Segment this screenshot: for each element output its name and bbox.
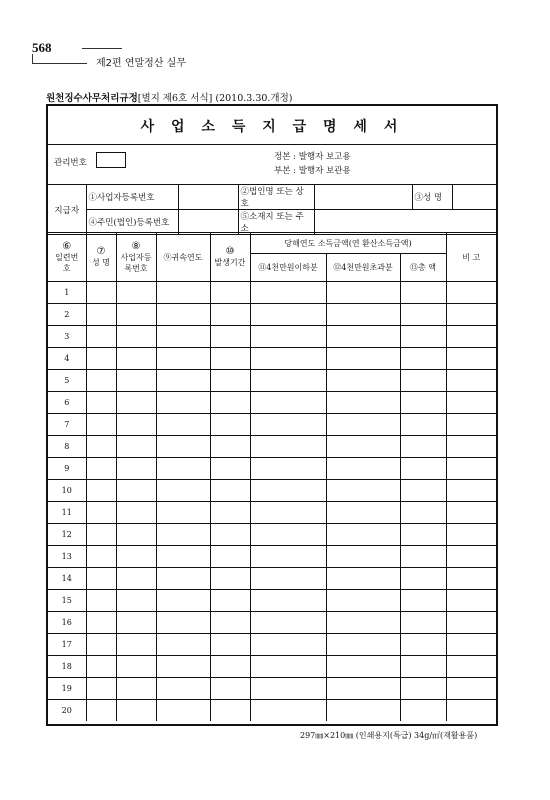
row-cell[interactable]: [326, 282, 400, 304]
row-cell[interactable]: [400, 634, 446, 656]
row-serial: 10: [48, 480, 86, 502]
row-serial: 11: [48, 502, 86, 524]
row-cell[interactable]: [326, 480, 400, 502]
table-row: [48, 524, 496, 546]
table-row: [48, 590, 496, 612]
row-cell[interactable]: [326, 304, 400, 326]
row-cell[interactable]: [400, 656, 446, 678]
row-cell[interactable]: [156, 656, 210, 678]
row-cell[interactable]: [326, 370, 400, 392]
row-cell[interactable]: [210, 524, 250, 546]
row-serial: 5: [48, 370, 86, 392]
row-serial: 14: [48, 568, 86, 590]
title-divider: [48, 144, 496, 145]
row-serial: 19: [48, 678, 86, 700]
row-cell[interactable]: [400, 480, 446, 502]
row-cell[interactable]: [250, 370, 326, 392]
row-cell[interactable]: [210, 414, 250, 436]
row-cell[interactable]: [446, 392, 496, 414]
row-cell[interactable]: [326, 392, 400, 414]
row-cell[interactable]: [116, 458, 156, 480]
row-cell[interactable]: [446, 546, 496, 568]
row-cell[interactable]: [250, 700, 326, 722]
business-reg-label: ①사업자등록번호: [86, 185, 178, 210]
row-cell[interactable]: [156, 370, 210, 392]
row-cell[interactable]: [116, 348, 156, 370]
row-serial: 8: [48, 436, 86, 458]
page-number: 568: [32, 40, 52, 55]
table-row: [48, 414, 496, 436]
row-cell[interactable]: [400, 414, 446, 436]
regulation-detail: [별지 제6호 서식] (2010.3.30.개정): [137, 93, 293, 104]
row-cell[interactable]: [250, 304, 326, 326]
table-row: [48, 546, 496, 568]
row-cell[interactable]: [156, 634, 210, 656]
row-cell[interactable]: [250, 480, 326, 502]
col-under-40m: ⑪4천만원이하분: [250, 254, 326, 282]
row-cell[interactable]: [116, 414, 156, 436]
row-cell[interactable]: [116, 436, 156, 458]
row-cell[interactable]: [326, 590, 400, 612]
row-cell[interactable]: [446, 568, 496, 590]
row-cell[interactable]: [400, 304, 446, 326]
row-cell[interactable]: [86, 678, 116, 700]
row-serial: 18: [48, 656, 86, 678]
row-cell[interactable]: [156, 568, 210, 590]
corp-name-label: ②법인명 또는 상호: [238, 185, 314, 210]
row-cell[interactable]: [156, 612, 210, 634]
row-cell[interactable]: [210, 304, 250, 326]
row-cell[interactable]: [400, 282, 446, 304]
row-cell[interactable]: [210, 700, 250, 722]
row-cell[interactable]: [116, 612, 156, 634]
table-row: [48, 678, 496, 700]
row-cell[interactable]: [116, 304, 156, 326]
row-cell[interactable]: [250, 634, 326, 656]
row-cell[interactable]: [156, 392, 210, 414]
col-total: ⑬총 액: [400, 254, 446, 282]
row-cell[interactable]: [156, 458, 210, 480]
row-cell[interactable]: [446, 634, 496, 656]
row-cell[interactable]: [86, 348, 116, 370]
row-cell[interactable]: [400, 568, 446, 590]
row-cell[interactable]: [210, 480, 250, 502]
copy-original: 정본 : 발행자 보고용: [274, 152, 351, 162]
table-row: [48, 392, 496, 414]
copy-info: [274, 150, 351, 178]
row-cell[interactable]: [86, 700, 116, 722]
row-cell[interactable]: [116, 678, 156, 700]
row-cell[interactable]: [326, 414, 400, 436]
row-cell[interactable]: [446, 436, 496, 458]
payer-name-field[interactable]: [452, 185, 496, 210]
row-cell[interactable]: [250, 348, 326, 370]
row-cell[interactable]: [116, 480, 156, 502]
row-cell[interactable]: [446, 502, 496, 524]
row-cell[interactable]: [210, 502, 250, 524]
row-cell[interactable]: [326, 326, 400, 348]
paper-spec: 297㎜×210㎜ (인쇄용지(특급) 34g/㎡(재활용품): [300, 731, 478, 740]
row-cell[interactable]: [210, 568, 250, 590]
row-cell[interactable]: [446, 304, 496, 326]
row-cell[interactable]: [156, 700, 210, 722]
row-cell[interactable]: [250, 678, 326, 700]
copy-duplicate: 부본 : 발행자 보관용: [274, 166, 351, 176]
row-serial: 1: [48, 282, 86, 304]
row-cell[interactable]: [250, 568, 326, 590]
row-cell[interactable]: [446, 480, 496, 502]
row-cell[interactable]: [156, 348, 210, 370]
row-cell[interactable]: [326, 634, 400, 656]
row-cell[interactable]: [446, 656, 496, 678]
row-cell[interactable]: [400, 612, 446, 634]
row-cell[interactable]: [86, 480, 116, 502]
col-period: ⑩ 발생기간: [210, 233, 250, 282]
row-cell[interactable]: [86, 392, 116, 414]
col-remarks: 비 고: [446, 233, 496, 282]
row-serial: 12: [48, 524, 86, 546]
row-cell[interactable]: [210, 678, 250, 700]
row-cell[interactable]: [250, 656, 326, 678]
row-cell[interactable]: [116, 282, 156, 304]
row-cell[interactable]: [86, 546, 116, 568]
row-serial: 9: [48, 458, 86, 480]
row-cell[interactable]: [400, 546, 446, 568]
row-cell[interactable]: [446, 458, 496, 480]
row-cell[interactable]: [116, 502, 156, 524]
income-table: [48, 232, 496, 721]
row-cell[interactable]: [210, 612, 250, 634]
table-row: [48, 436, 496, 458]
row-serial: 17: [48, 634, 86, 656]
income-rows: [48, 282, 496, 722]
table-row: [48, 458, 496, 480]
row-cell[interactable]: [116, 370, 156, 392]
row-serial: 3: [48, 326, 86, 348]
row-cell[interactable]: [156, 436, 210, 458]
table-row: [48, 612, 496, 634]
row-cell[interactable]: [250, 414, 326, 436]
row-cell[interactable]: [250, 326, 326, 348]
row-cell[interactable]: [156, 480, 210, 502]
col-name: ⑦ 성 명: [86, 233, 116, 282]
row-serial: 4: [48, 348, 86, 370]
table-row: [48, 370, 496, 392]
row-cell[interactable]: [156, 282, 210, 304]
row-cell[interactable]: [400, 458, 446, 480]
address-field[interactable]: [314, 210, 496, 235]
address-label: ⑤소재지 또는 주소: [238, 210, 314, 235]
resident-reg-label: ④주민(법인)등록번호: [86, 210, 178, 235]
row-cell[interactable]: [326, 568, 400, 590]
form-title: 사 업 소 득 지 급 명 세 서: [140, 119, 404, 135]
row-cell[interactable]: [116, 392, 156, 414]
row-cell[interactable]: [250, 458, 326, 480]
row-cell[interactable]: [86, 370, 116, 392]
regulation-line: [46, 90, 293, 104]
row-cell[interactable]: [116, 568, 156, 590]
row-cell[interactable]: [156, 304, 210, 326]
col-attribution-year: ⑨귀속연도: [156, 233, 210, 282]
table-row: [48, 700, 496, 722]
row-cell[interactable]: [250, 502, 326, 524]
row-cell[interactable]: [210, 370, 250, 392]
row-cell[interactable]: [86, 612, 116, 634]
row-cell[interactable]: [156, 414, 210, 436]
row-cell[interactable]: [116, 546, 156, 568]
business-reg-field[interactable]: [178, 185, 238, 210]
row-cell[interactable]: [210, 656, 250, 678]
row-cell[interactable]: [446, 326, 496, 348]
table-row: [48, 568, 496, 590]
row-cell[interactable]: [250, 590, 326, 612]
row-cell[interactable]: [86, 304, 116, 326]
row-cell[interactable]: [86, 634, 116, 656]
row-cell[interactable]: [210, 392, 250, 414]
row-cell[interactable]: [116, 656, 156, 678]
row-cell[interactable]: [156, 502, 210, 524]
regulation-name: 원천징수사무처리규정: [46, 93, 138, 104]
row-cell[interactable]: [156, 546, 210, 568]
table-row: [48, 480, 496, 502]
row-serial: 15: [48, 590, 86, 612]
row-cell[interactable]: [250, 392, 326, 414]
row-cell[interactable]: [446, 700, 496, 722]
row-serial: 7: [48, 414, 86, 436]
row-cell[interactable]: [326, 458, 400, 480]
corp-name-field[interactable]: [314, 185, 412, 210]
row-cell[interactable]: [250, 612, 326, 634]
row-cell[interactable]: [156, 524, 210, 546]
row-cell[interactable]: [86, 458, 116, 480]
row-cell[interactable]: [326, 524, 400, 546]
row-cell[interactable]: [400, 348, 446, 370]
row-cell[interactable]: [250, 546, 326, 568]
row-cell[interactable]: [210, 546, 250, 568]
row-cell[interactable]: [156, 590, 210, 612]
col-business-reg: ⑧ 사업자등록번호: [116, 233, 156, 282]
row-cell[interactable]: [116, 634, 156, 656]
payer-table: [48, 184, 496, 235]
row-cell[interactable]: [210, 326, 250, 348]
row-cell[interactable]: [210, 590, 250, 612]
payment-statement-form: [46, 104, 498, 726]
table-row: [48, 656, 496, 678]
row-cell[interactable]: [86, 282, 116, 304]
row-cell[interactable]: [156, 678, 210, 700]
row-cell[interactable]: [400, 370, 446, 392]
payer-label: 지급자: [48, 185, 86, 235]
row-cell[interactable]: [86, 656, 116, 678]
row-cell[interactable]: [86, 568, 116, 590]
row-cell[interactable]: [400, 436, 446, 458]
row-cell[interactable]: [446, 612, 496, 634]
management-number-label: 관리번호: [54, 158, 87, 168]
row-cell[interactable]: [116, 700, 156, 722]
chapter-title: 제2편 연말정산 실무: [96, 58, 186, 69]
row-serial: 16: [48, 612, 86, 634]
col-serial: ⑥ 일련번호: [48, 233, 86, 282]
row-cell[interactable]: [400, 700, 446, 722]
col-income-group: 당해연도 소득금액(연 환산소득금액): [250, 233, 446, 254]
row-cell[interactable]: [326, 546, 400, 568]
row-cell[interactable]: [116, 590, 156, 612]
row-cell[interactable]: [86, 436, 116, 458]
row-serial: 2: [48, 304, 86, 326]
row-cell[interactable]: [446, 282, 496, 304]
row-cell[interactable]: [250, 282, 326, 304]
row-cell[interactable]: [446, 370, 496, 392]
row-cell[interactable]: [400, 524, 446, 546]
row-cell[interactable]: [326, 436, 400, 458]
row-cell[interactable]: [210, 436, 250, 458]
row-cell[interactable]: [250, 436, 326, 458]
row-cell[interactable]: [210, 634, 250, 656]
row-cell[interactable]: [250, 524, 326, 546]
row-cell[interactable]: [446, 678, 496, 700]
table-row: [48, 634, 496, 656]
row-cell[interactable]: [86, 414, 116, 436]
row-cell[interactable]: [86, 502, 116, 524]
row-cell[interactable]: [86, 524, 116, 546]
row-cell[interactable]: [326, 656, 400, 678]
row-cell[interactable]: [326, 502, 400, 524]
table-row: [48, 282, 496, 304]
row-cell[interactable]: [116, 524, 156, 546]
row-cell[interactable]: [446, 348, 496, 370]
row-cell[interactable]: [326, 612, 400, 634]
row-cell[interactable]: [446, 590, 496, 612]
row-cell[interactable]: [446, 524, 496, 546]
row-cell[interactable]: [400, 590, 446, 612]
resident-reg-field[interactable]: [178, 210, 238, 235]
row-cell[interactable]: [86, 590, 116, 612]
row-serial: 6: [48, 392, 86, 414]
row-cell[interactable]: [446, 414, 496, 436]
row-cell[interactable]: [400, 678, 446, 700]
row-cell[interactable]: [326, 678, 400, 700]
row-cell[interactable]: [326, 348, 400, 370]
row-cell[interactable]: [210, 458, 250, 480]
table-row: [48, 502, 496, 524]
header-rule-2: [82, 48, 122, 49]
table-row: [48, 326, 496, 348]
header-rule: [32, 54, 87, 64]
table-row: [48, 304, 496, 326]
management-number-field[interactable]: [96, 152, 126, 168]
row-cell[interactable]: [210, 282, 250, 304]
row-cell[interactable]: [210, 348, 250, 370]
row-cell[interactable]: [400, 502, 446, 524]
row-serial: 20: [48, 700, 86, 722]
row-cell[interactable]: [116, 326, 156, 348]
row-cell[interactable]: [86, 326, 116, 348]
row-cell[interactable]: [400, 392, 446, 414]
row-cell[interactable]: [326, 700, 400, 722]
row-cell[interactable]: [156, 326, 210, 348]
row-cell[interactable]: [400, 326, 446, 348]
table-row: [48, 348, 496, 370]
col-over-40m: ⑫4천만원초과분: [326, 254, 400, 282]
payer-name-label: ③성 명: [412, 185, 452, 210]
row-serial: 13: [48, 546, 86, 568]
